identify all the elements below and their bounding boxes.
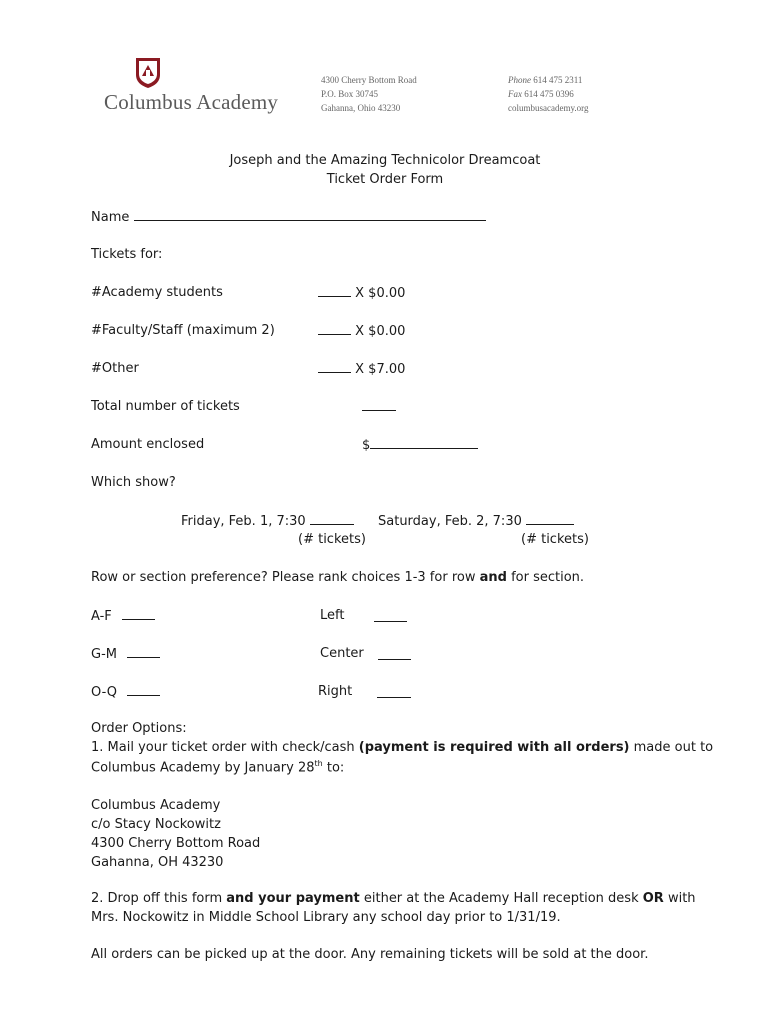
address-block (321, 73, 417, 115)
pickup-note: All orders can be picked up at the door. Any remaining tickets will be sold at the door. (91, 947, 649, 962)
address-line: Gahanna, Ohio 43230 (321, 103, 401, 113)
mailing-address (91, 796, 260, 872)
option-1-to: to: (322, 760, 345, 776)
phone-label: Phone (508, 75, 531, 85)
total-tickets-row (362, 399, 396, 415)
faculty-price: X $0.00 (355, 324, 406, 339)
row-af-rank-field[interactable] (122, 608, 155, 620)
mailing-line: Columbus Academy (91, 798, 221, 813)
academy-students-qty-field[interactable] (318, 285, 351, 297)
order-options-heading: Order Options: (91, 721, 187, 736)
name-field[interactable] (134, 209, 486, 221)
name-row (91, 209, 486, 225)
option-2-bold: and your payment (226, 891, 360, 906)
address-line: 4300 Cherry Bottom Road (321, 75, 417, 85)
form-subtitle: Ticket Order Form (326, 172, 444, 187)
option-1-line-1 (91, 740, 713, 755)
preference-and: and (479, 570, 507, 585)
section-left (320, 608, 344, 623)
section-center-label: Center (320, 646, 364, 661)
section-center-rank-field[interactable] (378, 648, 411, 660)
faculty-staff-label: #Faculty/Staff (maximum 2) (91, 323, 275, 338)
mailing-line: 4300 Cherry Bottom Road (91, 836, 261, 851)
friday-tickets-note: (# tickets) (298, 532, 366, 547)
saturday-tickets-note: (# tickets) (521, 532, 589, 547)
friday-show-row (181, 513, 354, 529)
address-line: P.O. Box 30745 (321, 89, 379, 99)
preference-text-end: for section. (506, 570, 585, 585)
section-center (320, 646, 364, 661)
academy-price: X $0.00 (355, 286, 406, 301)
other-row (318, 361, 405, 377)
fax-label: Fax (508, 89, 522, 99)
website-link[interactable]: columbusacademy.org (508, 103, 589, 113)
tickets-for-label: Tickets for: (91, 247, 163, 262)
option-2-line-1 (91, 891, 696, 906)
phone-number: 614 475 2311 (533, 75, 583, 85)
option-2-line-2: Mrs. Nockowitz in Middle School Library any school day prior to 1/31/19. (91, 910, 561, 925)
section-right (318, 684, 352, 699)
contact-block (508, 73, 588, 115)
preference-text: Row or section preference? Please rank choices 1-3 for row (91, 570, 480, 585)
saturday-show-row (378, 513, 574, 529)
option-1-superscript: th (314, 759, 323, 768)
friday-tickets-field[interactable] (310, 513, 354, 525)
option-2-text-end: with (663, 891, 696, 906)
fax-number: 614 475 0396 (524, 89, 574, 99)
other-qty-field[interactable] (318, 361, 351, 373)
other-price: X $7.00 (355, 362, 406, 377)
row-gm-rank-field[interactable] (127, 646, 160, 658)
mailing-line: Gahanna, OH 43230 (91, 855, 224, 870)
section-right-label: Right (318, 684, 353, 699)
section-right-rank-field[interactable] (377, 686, 411, 698)
row-gm-label: G-M (91, 647, 117, 662)
option-1-bold: (payment is required with all orders) (358, 740, 630, 755)
total-tickets-label: Total number of tickets (91, 399, 240, 414)
form-title: Joseph and the Amazing Technicolor Dreamcoat (229, 153, 541, 168)
row-gm (91, 646, 160, 662)
saturday-show-label: Saturday, Feb. 2, 7:30 (378, 514, 522, 529)
option-1-line-2 (91, 759, 344, 775)
faculty-staff-row (318, 323, 405, 339)
preference-instructions (91, 570, 584, 585)
which-show-label: Which show? (91, 475, 176, 490)
section-left-label: Left (320, 608, 345, 623)
option-2-or: OR (642, 891, 664, 906)
row-oq-label: O-Q (91, 685, 117, 700)
other-label: #Other (91, 361, 139, 376)
row-af (91, 608, 155, 624)
name-label: Name (91, 210, 130, 225)
school-name: Columbus Academy (104, 90, 279, 114)
amount-enclosed-row (362, 437, 478, 453)
faculty-staff-qty-field[interactable] (318, 323, 351, 335)
row-oq-rank-field[interactable] (127, 684, 160, 696)
total-tickets-field[interactable] (362, 399, 396, 411)
academy-students-row (318, 285, 405, 301)
option-2-text-mid: either at the Academy Hall reception desk (359, 891, 643, 906)
friday-show-label: Friday, Feb. 1, 7:30 (181, 514, 306, 529)
amount-enclosed-label: Amount enclosed (91, 437, 205, 452)
row-oq (91, 684, 160, 700)
saturday-tickets-field[interactable] (526, 513, 574, 525)
amount-enclosed-field[interactable] (370, 437, 478, 449)
school-crest-icon (135, 57, 161, 89)
mailing-line: c/o Stacy Nockowitz (91, 817, 221, 832)
row-af-label: A-F (91, 609, 112, 624)
section-left-rank-field[interactable] (374, 610, 407, 622)
dollar-sign: $ (362, 438, 371, 453)
option-1-text: 1. Mail your ticket order with check/cash (91, 740, 359, 755)
academy-students-label: #Academy students (91, 285, 223, 300)
option-1-text-end: made out to (629, 740, 714, 755)
option-2-text: 2. Drop off this form (91, 891, 227, 906)
option-1-date: Columbus Academy by January 28 (91, 760, 315, 776)
